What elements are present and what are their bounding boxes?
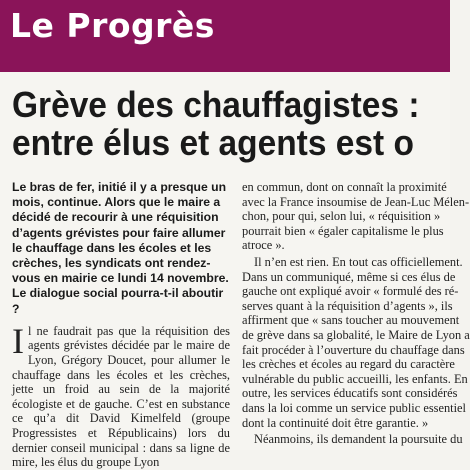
masthead-banner: [0, 0, 450, 72]
body-line: avec la France insoumise de Jean-Luc Mélen-: [242, 194, 470, 209]
headline-line-2: entre élus et agents est o: [12, 122, 414, 163]
body-line: de grève dans sa globalité, le Maire de Lyon a: [242, 327, 470, 342]
newspaper-clipping: [0, 72, 470, 470]
body-line: dans la loi comme un service public essentiel: [242, 400, 466, 415]
drop-cap: I: [12, 320, 24, 361]
body-line: en commun, dont on connaît la proximité: [242, 180, 447, 194]
article-left-column: [12, 180, 230, 470]
article-lead: Le bras de fer, initié il y a presque un mois, continue. Alors que le maire a décidé de recourir à une réquisition d’agents grévistes pour faire allumer le chauffage dans les écoles et les crèches, les syndicats ont rendez-vous en mairie ce lundi 14 novembre. Le dialogue social pourra-t-il aboutir ?: [12, 180, 229, 316]
article-headline: [12, 86, 440, 162]
body-line: serves quant à la réquisition d’agents », ils: [242, 298, 453, 313]
body-line: outre, les services éducatifs sont considérés: [242, 386, 458, 401]
article-body-left: [12, 320, 230, 470]
body-line: pourrait bien « égaler capitalisme le plus: [242, 223, 444, 238]
body-line: gauche ont expliqué avoir « formulé des ré-: [242, 284, 459, 299]
body-line: dont la continuité doit être garantie. »: [242, 415, 429, 430]
body-line: chon, pour qui, selon lui, « réquisition »: [242, 209, 441, 224]
body-line: Il n’en est rien. En tout cas officiellement.: [254, 254, 463, 269]
body-left-text: l ne faudrait pas que la réquisition des agents grévistes décidée par le maire de Lyon, Grégory Doucet, pour allumer le chauffage dans les écoles et les crèches, jette un froid au sein de la majorité écologiste et de gauche. C’est en substance ce qu’a dit David Kimelfeld (groupe Progressistes et Républicains) lors du dernier conseil municipal : dans sa ligne de mire, les élus du groupe Lyon: [12, 323, 230, 470]
body-line: les crèches et écoles au regard du caractère: [242, 357, 455, 372]
body-line: Néanmoins, ils demandent la poursuite du: [254, 432, 463, 447]
newspaper-logo: Le Progrès: [10, 6, 215, 45]
body-line: fait procéder à l’ouverture du chauffage dans: [242, 342, 465, 357]
article-right-column: [242, 180, 470, 447]
body-line: Dans un communiqué, même si ces élus de: [242, 269, 456, 284]
headline-line-1: Grève des chauffagistes :: [12, 84, 420, 125]
body-line: affirment que « sans toucher au mouvement: [242, 313, 460, 328]
body-line: atroce ».: [242, 238, 285, 253]
body-line: vulnérable du public accueilli, les enfants. En: [242, 371, 468, 386]
